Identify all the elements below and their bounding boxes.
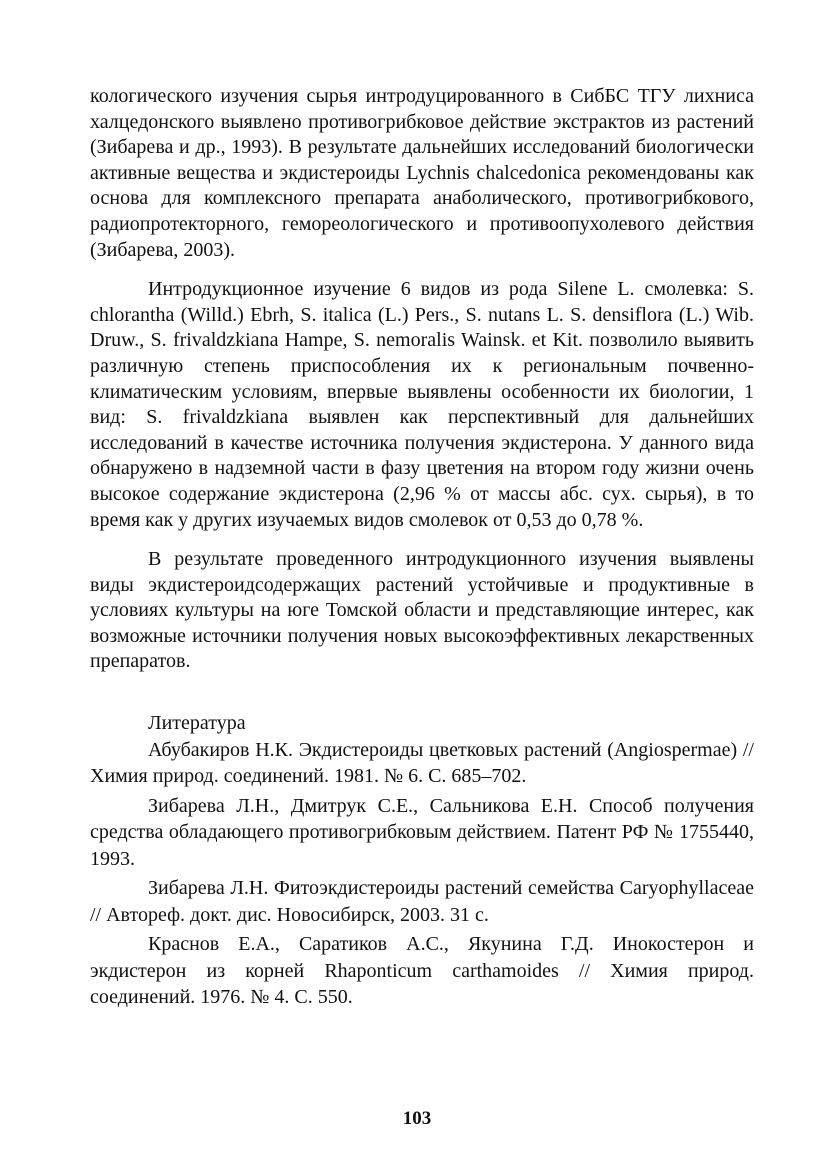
page-body bbox=[90, 84, 754, 1011]
page-number: 103 bbox=[402, 1108, 432, 1129]
references-section bbox=[90, 711, 754, 1011]
references-heading: Литература bbox=[148, 712, 246, 735]
reference-item: Зибарева Л.Н., Дмитрук С.Е., Сальникова Е.Н. Способ получения средства обладающего противогрибковым действием. Патент РФ № 1755440, 1993. bbox=[90, 794, 754, 870]
reference-item: Абубакиров Н.К. Экдистероиды цветковых растений (Angiospermae) // Химия природ. соединений. 1981. № 6. С. 685–702. bbox=[90, 738, 754, 788]
body-paragraph-silene: Интродукционное изучение 6 видов из рода Silene L. смолевка: S. chlorantha (Willd.) Ebrh, S. italica (L.) Pers., S. nutans L. S. densiflora (L.) Wib. Druw., S. frivaldzkiana Hampe, S. nemoralis Wainsk. et Kit. позволило выявить различную степень приспособления их к региональным почвенно-климатическим условиям, впервые выявлены особенности их биологии, 1 вид: S. frivaldzkiana выявлен как перспективный для дальнейших исследований в качестве источника получения экдистерона. У данного вида обнаружено в надземной части в фазу цветения на втором году жизни очень высокое содержание экдистерона (2,96 % от массы абс. сух. сырья), в то время как у других изучаемых видов смолевок от 0,53 до 0,78 %. bbox=[90, 278, 754, 531]
body-paragraph-continuation: кологического изучения сырья интродуцированного в СибБС ТГУ лихниса халцедонского выявлено противогрибковое действие экстрактов из растений (Зибарева и др., 1993). В результате дальнейших исследований биологически активные вещества и экдистероиды Lychnis chalcedonica рекомендованы как основа для комплексного препарата анаболического, противогрибкового, радиопротекторного, гемореологического и противоопухолевого действия (Зибарева, 2003). bbox=[90, 85, 754, 261]
reference-item: Зибарева Л.Н. Фитоэкдистероиды растений семейства Caryophyllaceae // Автореф. докт. дис. Новосибирск, 2003. 31 с. bbox=[90, 877, 754, 926]
reference-item: Краснов Е.А., Саратиков А.С., Якунина Г.Д. Инокостерон и экдистерон из корней Rhaponticum carthamoides // Химия природ. соединений. 1976. № 4. С. 550. bbox=[90, 933, 754, 1009]
body-paragraph-conclusion: В результате проведенного интродукционного изучения выявлены виды экдистероидсодержащих растений устойчивые и продуктивные в условиях культуры на юге Томской области и представляющие интерес, как возможные источники получения новых высокоэффективных лекарственных препаратов. bbox=[90, 548, 754, 673]
